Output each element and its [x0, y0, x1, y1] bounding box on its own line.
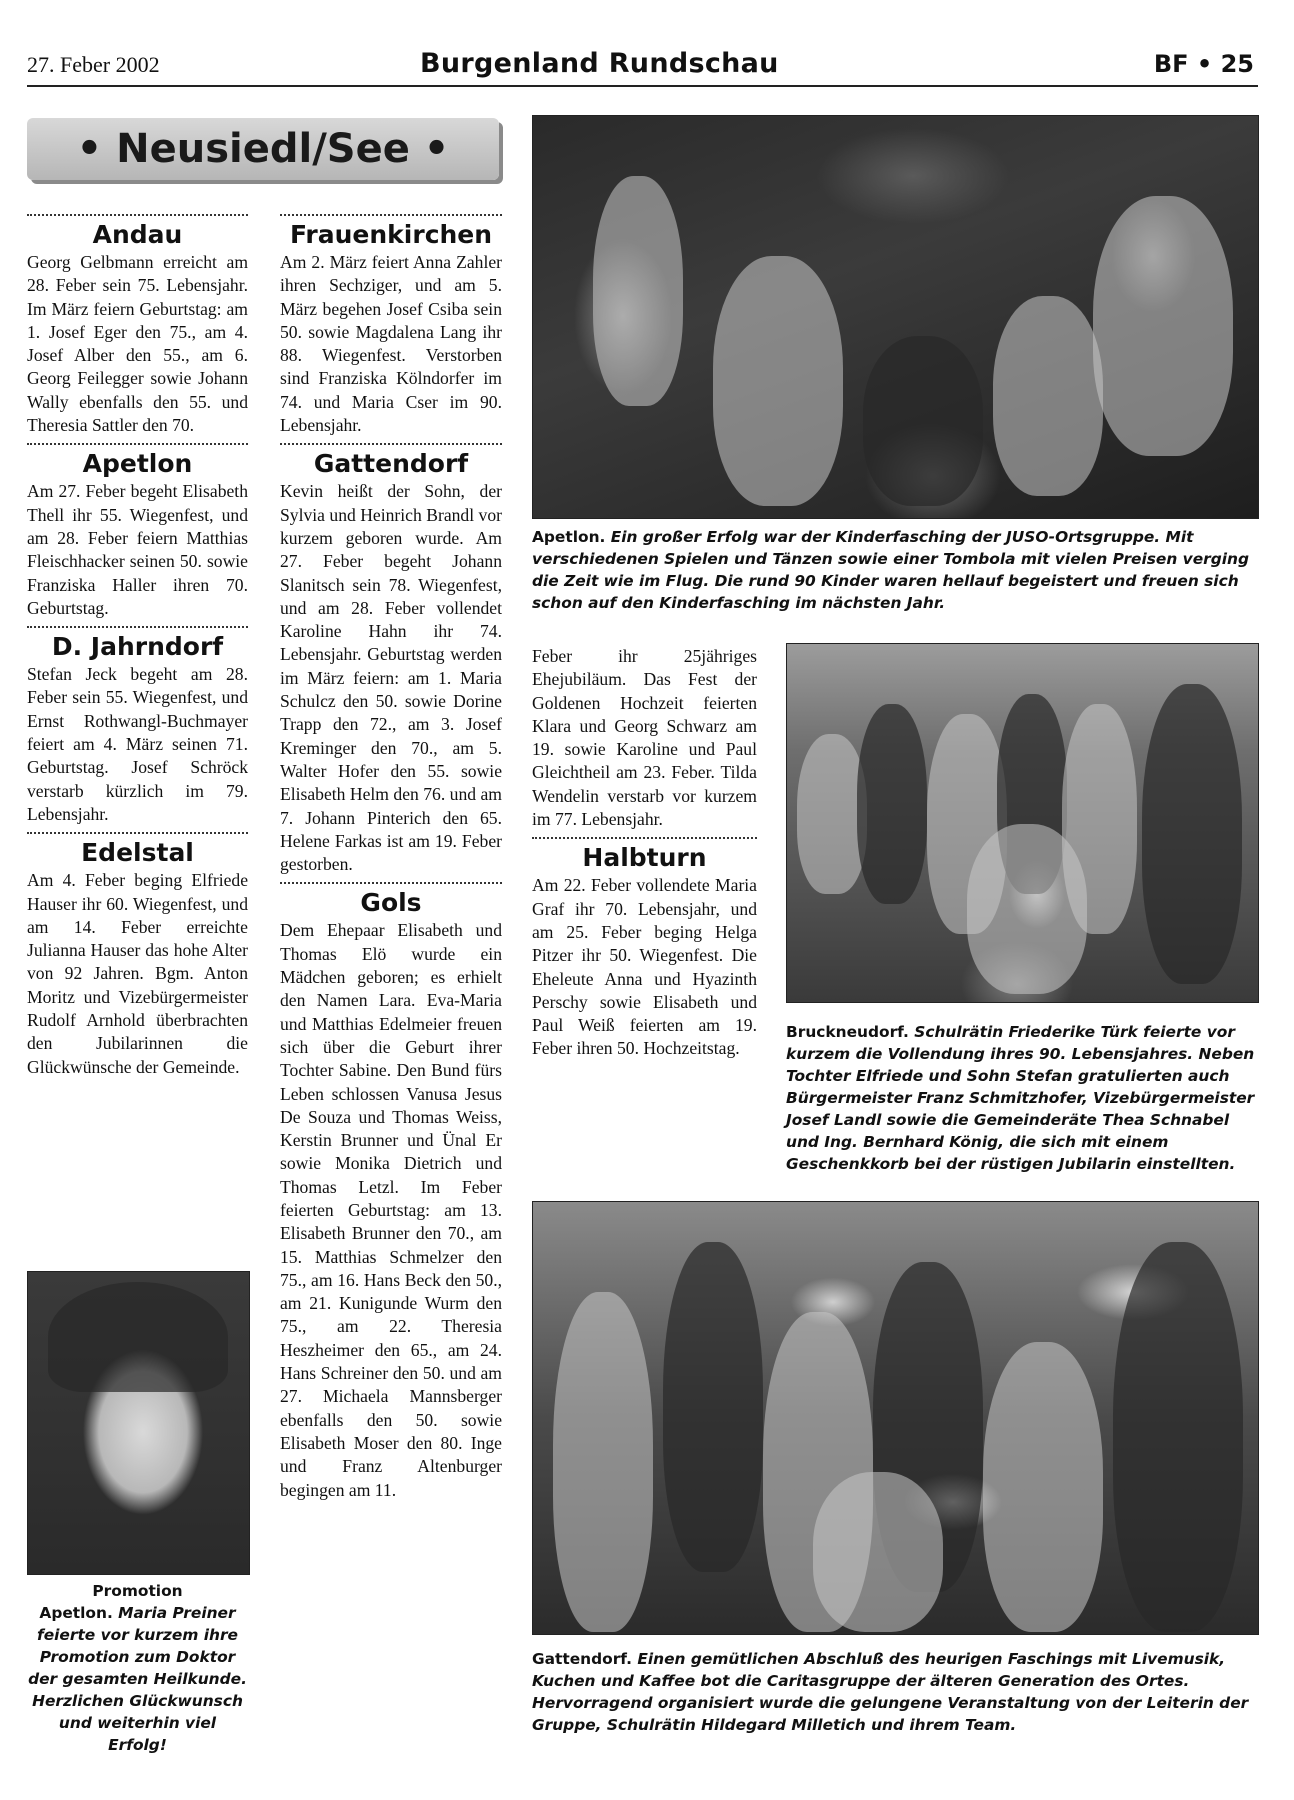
heading-halbturn: Halbturn [582, 843, 707, 873]
photo-bruckneudorf [786, 643, 1259, 1003]
caption-location: Apetlon. [39, 1604, 113, 1622]
caption-gattendorf [532, 1648, 1257, 1736]
divider [532, 837, 757, 839]
photo-gattendorf [532, 1201, 1259, 1635]
photo-portrait [27, 1271, 250, 1575]
caption-apetlon [532, 526, 1257, 614]
photo-kinderfasching [532, 115, 1259, 519]
heading-frauenkirchen: Frauenkirchen [289, 220, 493, 249]
section-title: • Neusiedl/See • [76, 126, 450, 172]
article-gols: Dem Ehepaar Elisabeth und Thomas Elö wurde ein Mädchen geboren; es erhielt den Namen Lara. Eva-Maria und Matthias Edelmeier freuen sich über die Geburt ihrer Tochter Sabine. Den Bund fürs Leben schlossen Vanusa Jesus De Souza und Thomas Weiss, Kerstin Brunner und Ünal Er sowie Monika Dietrich und Thomas Letzl. Im Feber feierten Geburtstag: am 13. Elisabeth Brunner den 70., am 15. Matthias Schmelzer den 75., am 16. Hans Beck den 50., am 21. Kunigunde Wurm den 75., am 22. Theresia Heszheimer den 65., am 24. Hans Schreiner den 50. und am 27. Michaela Mannsberger ebenfalls den 50. sowie Elisabeth Moser den 80. Inge und Franz Altenburger begingen am 11. [280, 920, 502, 1500]
article-continued: Feber ihr 25jähriges Ehejubiläum. Das Fest der Goldenen Hochzeit feierten Klara und Georg Schwarz am 19. sowie Karoline und Paul Gleichtheil am 23. Feber. Tilda Wendelin verstarb vor kurzem im 77. Lebensjahr. [532, 646, 757, 830]
caption-location: Bruckneudorf. [786, 1023, 909, 1041]
caption-promotion [27, 1580, 248, 1756]
article-edelstal: Am 4. Feber beging Elfriede Hauser ihr 60. Wiegenfest, und am 14. Feber erreichte Julianna Hauser das hohe Alter von 92 Jahren. Bgm. Anton Moritz und Vizebürgermeister Rudolf Arnhold überbrachten den Jubilarinnen die Glückwünsche der Gemeinde. [27, 870, 248, 1077]
divider [27, 832, 248, 834]
heading-andau: Andau [92, 220, 183, 249]
article-frauenkirchen: Am 2. März feiert Anna Zahler ihren Sechziger, und am 5. März begehen Josef Csiba sein 50. sowie Magdalena Lang ihr 88. Wiegenfest. Verstorben sind Franziska Kölndorfer im 74. und Maria Cser im 90. Lebensjahr. [280, 252, 502, 436]
column-1 [27, 208, 248, 1079]
caption-location: Gattendorf. [532, 1650, 633, 1668]
caption-text: Einen gemütlichen Abschluß des heurigen Faschings mit Livemusik, Kuchen und Kaffee bot die Caritasgruppe der älteren Generation des Ortes. Hervorragend organisiert wurde die gelungene Veranstaltung von der Leiterin der Gruppe, Schulrätin Hildegard Milletich und ihrem Team. [532, 1650, 1249, 1734]
article-d-jahrndorf: Stefan Jeck begeht am 28. Feber sein 55. Wiegenfest, und Ernst Rothwangl-Buchmayer feiert am 4. März seinen 71. Geburtstag. Josef Schröck verstarb kürzlich im 79. Lebensjahr. [27, 664, 248, 824]
heading-edelstal: Edelstal [81, 838, 194, 868]
article-andau: Georg Gelbmann erreicht am 28. Feber sein 75. Lebensjahr. Im März feiern Geburtstag: am 1. Josef Eger den 75., am 4. Josef Alber den 55., am 6. Georg Feilegger sowie Johann Wally ebenfalls den 55. und Theresia Sattler den 70. [27, 252, 248, 436]
article-gattendorf: Kevin heißt der Sohn, der Sylvia und Heinrich Brandl vor kurzem geboren wurde. Am 27. Feber begeht Johann Slanitsch sein 78. Wiegenfest, und am 28. Feber vollendet Karoline Hahn ihr 74. Lebensjahr. Geburtstag werden im März feiern: am 1. Maria Schulcz den 50. sowie Dorine Trapp den 72., am 3. Josef Kreminger den 70., am 5. Walter Hofer den 55. sowie Elisabeth Helm den 76. und am 7. Johann Pinterich den 65. Helene Farkas ist am 19. Feber gestorben. [280, 481, 502, 875]
divider [280, 214, 502, 216]
caption-text: Maria Preiner feierte vor kurzem ihre Promotion zum Doktor der gesamten Heilkunde. Herzlichen Glückwunsch und weiterhin viel Erfolg! [28, 1604, 247, 1754]
caption-bruckneudorf [786, 1021, 1257, 1175]
divider [27, 443, 248, 445]
caption-text: Ein großer Erfolg war der Kinderfasching der JUSO-Ortsgruppe. Mit verschiedenen Spielen und Tänzen sowie einer Tombola mit vielen Preisen verging die Zeit wie im Flug. Die rund 90 Kinder waren hellauf begeistert und freuen sich schon auf den Kinderfasching im nächsten Jahr. [532, 528, 1250, 612]
page-number: BF • 25 [1153, 50, 1254, 78]
header-rule [27, 85, 1258, 87]
column-3 [532, 645, 757, 1061]
article-apetlon: Am 27. Feber begeht Elisabeth Thell ihr 55. Wiegenfest, und am 28. Feber feiern Matthias Fleischhacker seinen 50. sowie Franziska Haller ihren 70. Geburtstag. [27, 481, 248, 618]
divider [27, 626, 248, 628]
heading-gols: Gols [360, 888, 422, 918]
heading-gattendorf: Gattendorf [313, 449, 469, 479]
caption-text: Schulrätin Friederike Türk feierte vor kurzem die Vollendung ihres 90. Lebensjahres. Neben Tochter Elfriede und Sohn Stefan gratulierten auch Bürgermeister Franz Schmitzhofer, Vizebürgermeister Josef Landl sowie die Gemeinderäte Thea Schnabel und Ing. Bernhard König, die sich mit einem Geschenkkorb bei der rüstigen Jubilarin einstellten. [786, 1023, 1255, 1173]
issue-date: 27. Feber 2002 [27, 52, 160, 77]
newspaper-title: Burgenland Rundschau [420, 48, 779, 79]
heading-apetlon: Apetlon [82, 449, 193, 479]
divider [280, 443, 502, 445]
heading-d-jahrndorf: D. Jahrndorf [51, 632, 224, 662]
caption-title: Promotion [92, 1582, 183, 1600]
column-2 [280, 208, 502, 1502]
divider [280, 882, 502, 884]
section-banner [27, 118, 499, 180]
caption-location: Apetlon. [532, 528, 606, 546]
divider [27, 214, 248, 216]
article-halbturn: Am 22. Feber vollendete Maria Graf ihr 70. Lebensjahr, und am 25. Feber beging Helga Pitzer ihr 50. Wiegenfest. Die Eheleute Anna und Hyazinth Perschy sowie Elisabeth und Paul Weiß feierten am 19. Feber ihren 50. Hochzeitstag. [532, 875, 757, 1059]
